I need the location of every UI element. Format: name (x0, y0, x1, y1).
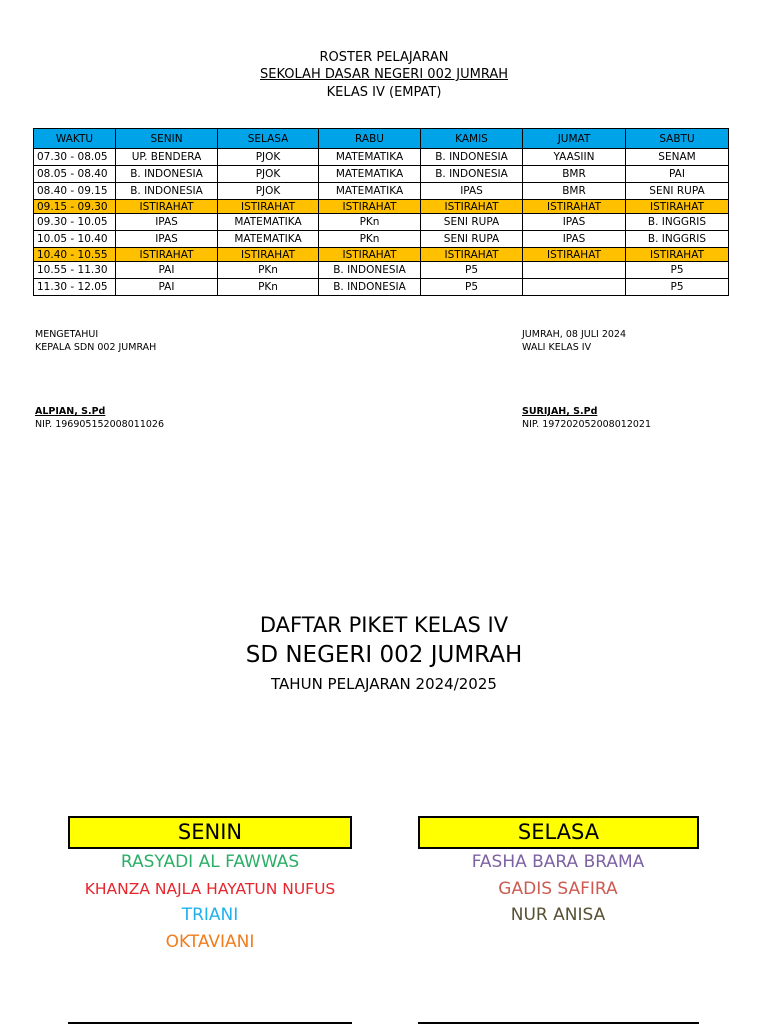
table-cell: B. INGGRIS (626, 214, 729, 231)
table-cell: ISTIRAHAT (421, 200, 523, 214)
table-row (34, 149, 729, 166)
table-cell: B. INDONESIA (116, 183, 218, 200)
table-cell: SENI RUPA (626, 183, 729, 200)
table-cell: PAI (116, 262, 218, 279)
table-cell: MATEMATIKA (319, 183, 421, 200)
table-cell: B. INDONESIA (319, 279, 421, 296)
table-body (34, 149, 729, 296)
table-cell: ISTIRAHAT (116, 248, 218, 262)
table-cell: PJOK (218, 183, 319, 200)
table-row (34, 262, 729, 279)
table-cell: B. INGGRIS (626, 231, 729, 248)
signature-right (522, 328, 626, 354)
table-cell: 08.40 - 09.15 (34, 183, 116, 200)
signature-left-nip: NIP. 196905152008011026 (35, 419, 164, 430)
table-cell: B. INDONESIA (421, 166, 523, 183)
table-cell: IPAS (421, 183, 523, 200)
table-cell: 10.55 - 11.30 (34, 262, 116, 279)
table-cell: PKn (319, 231, 421, 248)
signature-right-line2: WALI KELAS IV (522, 342, 592, 353)
table-cell: SENAM (626, 149, 729, 166)
table-cell: IPAS (116, 214, 218, 231)
table-cell: B. INDONESIA (421, 149, 523, 166)
table-cell: MATEMATIKA (319, 166, 421, 183)
table-cell: 08.05 - 08.40 (34, 166, 116, 183)
list-item: TRIANI (181, 905, 239, 925)
table-cell: BMR (523, 183, 626, 200)
signature-left (35, 328, 156, 354)
table-cell: B. INDONESIA (319, 262, 421, 279)
piket-year: TAHUN PELAJARAN 2024/2025 (271, 675, 497, 693)
table-cell: B. INDONESIA (116, 166, 218, 183)
column-header: WAKTU (34, 129, 116, 149)
table-cell: PKn (218, 262, 319, 279)
table-row (34, 200, 729, 214)
table-cell: ISTIRAHAT (421, 248, 523, 262)
signature-right-block (522, 405, 651, 431)
column-header: SELASA (218, 129, 319, 149)
table-cell: P5 (421, 279, 523, 296)
signature-left-block (35, 405, 164, 431)
table-cell: PKn (319, 214, 421, 231)
table-row (34, 166, 729, 183)
table-cell: 10.40 - 10.55 (34, 248, 116, 262)
signature-left-name: ALPIAN, S.Pd (35, 406, 106, 417)
table-cell: P5 (626, 262, 729, 279)
column-header: JUMAT (523, 129, 626, 149)
table-cell: ISTIRAHAT (523, 248, 626, 262)
table-cell: PAI (116, 279, 218, 296)
column-header: RABU (319, 129, 421, 149)
table-cell: IPAS (523, 231, 626, 248)
roster-table (33, 128, 729, 296)
signature-right-nip: NIP. 197202052008012021 (522, 419, 651, 430)
table-cell: UP. BENDERA (116, 149, 218, 166)
list-item: GADIS SAFIRA (498, 878, 618, 899)
table-cell: MATEMATIKA (218, 231, 319, 248)
list-item: FASHA BARA BRAMA (471, 852, 645, 872)
list-item: RASYADI AL FAWWAS (120, 852, 300, 872)
table-cell: ISTIRAHAT (218, 248, 319, 262)
piket-title: DAFTAR PIKET KELAS IV (259, 613, 509, 637)
table-cell: ISTIRAHAT (319, 200, 421, 214)
table-cell: IPAS (523, 214, 626, 231)
table-cell: PAI (626, 166, 729, 183)
table-cell: ISTIRAHAT (319, 248, 421, 262)
table-cell: P5 (626, 279, 729, 296)
table-row (34, 214, 729, 231)
list-item: KHANZA NAJLA HAYATUN NUFUS (84, 879, 336, 898)
table-cell: SENI RUPA (421, 231, 523, 248)
table-header-row (34, 129, 729, 149)
column-header: SENIN (116, 129, 218, 149)
table-cell: ISTIRAHAT (523, 200, 626, 214)
table-cell: PJOK (218, 149, 319, 166)
table-cell: SENI RUPA (421, 214, 523, 231)
table-cell: YAASIIN (523, 149, 626, 166)
table-cell: P5 (421, 262, 523, 279)
signature-right-line1: JUMRAH, 08 JULI 2024 (522, 329, 627, 340)
roster-class: KELAS IV (EMPAT) (326, 85, 442, 100)
names-selasa (408, 849, 708, 929)
names-senin (60, 849, 360, 955)
table-cell: ISTIRAHAT (626, 248, 729, 262)
table-cell (523, 279, 626, 296)
table-cell: ISTIRAHAT (116, 200, 218, 214)
day-box-senin: SENIN (68, 816, 352, 849)
column-header: KAMIS (421, 129, 523, 149)
table-cell: ISTIRAHAT (626, 200, 729, 214)
table-cell (523, 262, 626, 279)
table-cell: 09.30 - 10.05 (34, 214, 116, 231)
table-cell: 10.05 - 10.40 (34, 231, 116, 248)
table-row (34, 248, 729, 262)
signature-right-name: SURIJAH, S.Pd (522, 406, 598, 417)
day-box-selasa: SELASA (418, 816, 699, 849)
table-cell: 11.30 - 12.05 (34, 279, 116, 296)
table-cell: IPAS (116, 231, 218, 248)
table-row (34, 279, 729, 296)
roster-school (0, 67, 768, 83)
table-cell: 09.15 - 09.30 (34, 200, 116, 214)
table-cell: ISTIRAHAT (218, 200, 319, 214)
table-row (34, 183, 729, 200)
table-row (34, 231, 729, 248)
table-cell: PKn (218, 279, 319, 296)
table-cell: BMR (523, 166, 626, 183)
table-cell: 07.30 - 08.05 (34, 149, 116, 166)
table-cell: PJOK (218, 166, 319, 183)
column-header: SABTU (626, 129, 729, 149)
roster-title: ROSTER PELAJARAN (319, 50, 449, 65)
list-item: NUR ANISA (510, 905, 606, 925)
table-cell: MATEMATIKA (319, 149, 421, 166)
table-cell: MATEMATIKA (218, 214, 319, 231)
roster-school-text: SEKOLAH DASAR NEGERI 002 JUMRAH (260, 67, 508, 82)
signature-left-line2: KEPALA SDN 002 JUMRAH (35, 342, 157, 353)
piket-school: SD NEGERI 002 JUMRAH (245, 642, 523, 668)
signature-left-line1: MENGETAHUI (35, 329, 99, 340)
list-item: OKTAVIANI (165, 931, 255, 952)
